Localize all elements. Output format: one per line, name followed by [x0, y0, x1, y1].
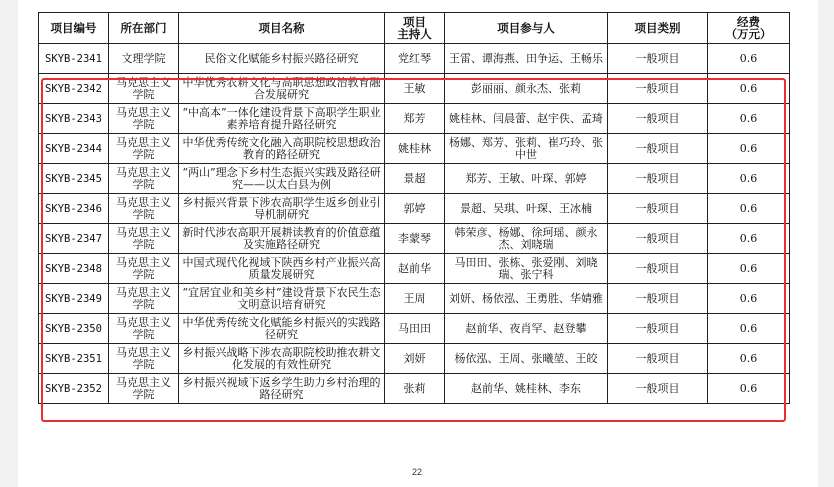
header-host-line2: 主持人 [397, 27, 432, 41]
cell-members: 赵前华、夜肖罕、赵登攀 [445, 314, 608, 344]
cell-code: SKYB-2344 [39, 134, 109, 164]
table-row [39, 74, 790, 104]
table-row [39, 254, 790, 284]
header-host [385, 13, 445, 44]
cell-name: 乡村振兴视域下返乡学生助力乡村治理的路径研究 [179, 374, 385, 404]
cell-members: 彭丽丽、颜永杰、张莉 [445, 74, 608, 104]
cell-host: 郑芳 [385, 104, 445, 134]
cell-code: SKYB-2345 [39, 164, 109, 194]
cell-category: 一般项目 [608, 104, 708, 134]
cell-category: 一般项目 [608, 374, 708, 404]
cell-funds: 0.6 [708, 314, 790, 344]
table-row [39, 164, 790, 194]
cell-name: 民俗文化赋能乡村振兴路径研究 [179, 44, 385, 74]
cell-host: 张莉 [385, 374, 445, 404]
cell-funds: 0.6 [708, 74, 790, 104]
cell-dept: 马克思主义学院 [109, 314, 179, 344]
cell-category: 一般项目 [608, 284, 708, 314]
cell-funds: 0.6 [708, 224, 790, 254]
cell-category: 一般项目 [608, 194, 708, 224]
cell-code: SKYB-2347 [39, 224, 109, 254]
cell-dept: 马克思主义学院 [109, 164, 179, 194]
cell-members: 杨依泓、王周、张曦堃、王皎 [445, 344, 608, 374]
table-header-row [39, 13, 790, 44]
cell-host: 王敏 [385, 74, 445, 104]
header-name: 项目名称 [179, 13, 385, 44]
header-members: 项目参与人 [445, 13, 608, 44]
table-row [39, 224, 790, 254]
cell-name: 中华优秀传统文化赋能乡村振兴的实践路径研究 [179, 314, 385, 344]
header-funds-line1: 经费 [737, 15, 760, 29]
cell-name: 中华优秀传统文化融入高职院校思想政治教育的路径研究 [179, 134, 385, 164]
page-number: 22 [411, 467, 422, 477]
cell-category: 一般项目 [608, 254, 708, 284]
cell-members: 赵前华、姚桂林、李东 [445, 374, 608, 404]
cell-name: 乡村振兴战略下涉农高职院校助推农耕文化发展的有效性研究 [179, 344, 385, 374]
cell-name: 新时代涉农高职开展耕读教育的价值意蕴及实施路径研究 [179, 224, 385, 254]
table-row [39, 314, 790, 344]
table-row [39, 44, 790, 74]
table-row [39, 104, 790, 134]
cell-host: 党红琴 [385, 44, 445, 74]
cell-members: 杨娜、郑芳、张莉、崔巧玲、张中世 [445, 134, 608, 164]
cell-name: 乡村振兴背景下涉农高职学生返乡创业引导机制研究 [179, 194, 385, 224]
cell-host: 李蒙琴 [385, 224, 445, 254]
cell-dept: 马克思主义学院 [109, 104, 179, 134]
cell-host: 姚桂林 [385, 134, 445, 164]
cell-dept: 马克思主义学院 [109, 254, 179, 284]
table-row [39, 374, 790, 404]
cell-name: 中国式现代化视域下陕西乡村产业振兴高质量发展研究 [179, 254, 385, 284]
cell-funds: 0.6 [708, 134, 790, 164]
cell-code: SKYB-2341 [39, 44, 109, 74]
header-dept: 所在部门 [109, 13, 179, 44]
cell-dept: 文理学院 [109, 44, 179, 74]
header-host-line1: 项目 [403, 15, 426, 29]
cell-code: SKYB-2349 [39, 284, 109, 314]
cell-category: 一般项目 [608, 134, 708, 164]
table-row [39, 134, 790, 164]
cell-host: 王周 [385, 284, 445, 314]
cell-code: SKYB-2346 [39, 194, 109, 224]
cell-name: 中华优秀农耕文化与高职思想政治教育融合发展研究 [179, 74, 385, 104]
cell-name: “宜居宜业和美乡村”建设背景下农民生态文明意识培育研究 [179, 284, 385, 314]
header-category: 项目类别 [608, 13, 708, 44]
cell-host: 景超 [385, 164, 445, 194]
cell-code: SKYB-2343 [39, 104, 109, 134]
cell-funds: 0.6 [708, 44, 790, 74]
cell-members: 马田田、张栋、张爱刚、刘晓瑞、张宁科 [445, 254, 608, 284]
table-row [39, 194, 790, 224]
cell-code: SKYB-2342 [39, 74, 109, 104]
cell-members: 郑芳、王敏、叶琛、郭婷 [445, 164, 608, 194]
cell-dept: 马克思主义学院 [109, 74, 179, 104]
cell-name: “中高本”一体化建设背景下高职学生职业素养培育提升路径研究 [179, 104, 385, 134]
cell-category: 一般项目 [608, 164, 708, 194]
cell-funds: 0.6 [708, 164, 790, 194]
cell-category: 一般项目 [608, 344, 708, 374]
cell-dept: 马克思主义学院 [109, 344, 179, 374]
cell-code: SKYB-2350 [39, 314, 109, 344]
table-row [39, 344, 790, 374]
cell-funds: 0.6 [708, 344, 790, 374]
cell-funds: 0.6 [708, 254, 790, 284]
cell-members: 王雷、谭海燕、田争运、王畅乐 [445, 44, 608, 74]
cell-members: 韩荣彦、杨娜、徐珂瑶、颜永杰、刘晓瑞 [445, 224, 608, 254]
cell-funds: 0.6 [708, 194, 790, 224]
cell-host: 马田田 [385, 314, 445, 344]
header-funds [708, 13, 790, 44]
cell-dept: 马克思主义学院 [109, 134, 179, 164]
cell-members: 刘妍、杨依泓、王勇胜、华婧雅 [445, 284, 608, 314]
header-code: 项目编号 [39, 13, 109, 44]
cell-name: “两山”理念下乡村生态振兴实践及路径研究——以太白县为例 [179, 164, 385, 194]
cell-funds: 0.6 [708, 284, 790, 314]
cell-category: 一般项目 [608, 224, 708, 254]
cell-funds: 0.6 [708, 374, 790, 404]
cell-host: 刘妍 [385, 344, 445, 374]
cell-host: 郭婷 [385, 194, 445, 224]
project-table [38, 12, 790, 404]
cell-category: 一般项目 [608, 44, 708, 74]
cell-category: 一般项目 [608, 314, 708, 344]
cell-members: 姚桂林、闫晨蕾、赵宇佚、孟琦 [445, 104, 608, 134]
cell-dept: 马克思主义学院 [109, 284, 179, 314]
cell-members: 景超、吴琪、叶琛、王冰楠 [445, 194, 608, 224]
cell-category: 一般项目 [608, 74, 708, 104]
cell-funds: 0.6 [708, 104, 790, 134]
cell-dept: 马克思主义学院 [109, 374, 179, 404]
header-funds-line2: （万元） [725, 27, 772, 41]
cell-code: SKYB-2351 [39, 344, 109, 374]
cell-dept: 马克思主义学院 [109, 224, 179, 254]
table-row [39, 284, 790, 314]
cell-code: SKYB-2352 [39, 374, 109, 404]
cell-dept: 马克思主义学院 [109, 194, 179, 224]
cell-host: 赵前华 [385, 254, 445, 284]
cell-code: SKYB-2348 [39, 254, 109, 284]
